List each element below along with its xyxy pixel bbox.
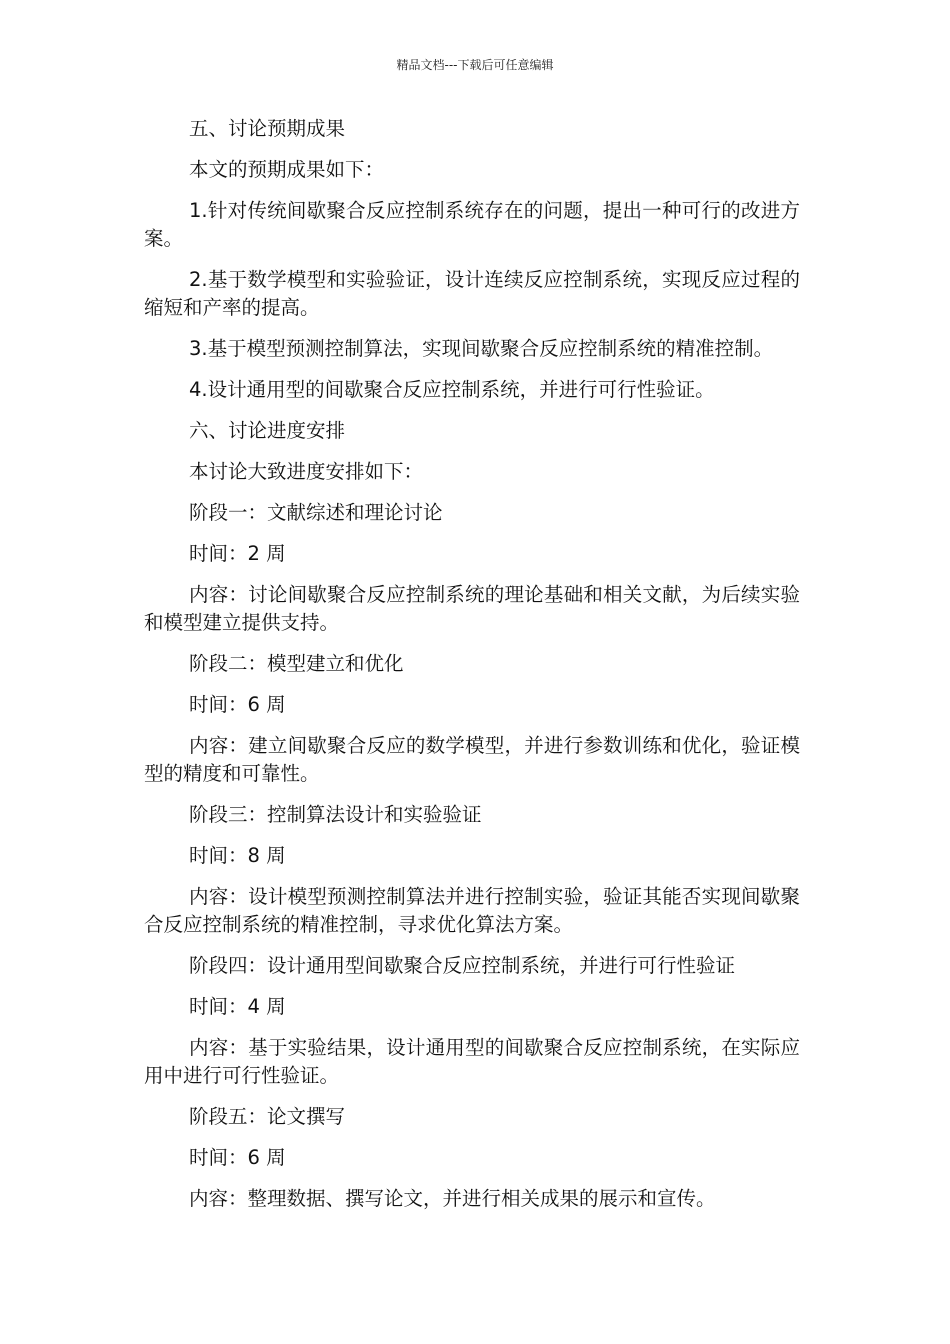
stage-3-content: 内容：设计模型预测控制算法并进行控制实验，验证其能否实现间歇聚合反应控制系统的精准控制，寻求优化算法方案。 [144, 885, 800, 936]
stage-5-content: 内容：整理数据、撰写论文，并进行相关成果的展示和宣传。 [189, 1187, 716, 1210]
stage-2-title: 阶段二：模型建立和优化 [189, 652, 404, 675]
stage-5-title: 阶段五：论文撰写 [189, 1105, 346, 1128]
section-heading-expected-results: 五、讨论预期成果 [189, 117, 346, 140]
section-heading-schedule: 六、讨论进度安排 [189, 419, 346, 442]
stage-5-time: 时间：6 周 [189, 1146, 286, 1169]
stage-4-content: 内容：基于实验结果，设计通用型的间歇聚合反应控制系统，在实际应用中进行可行性验证。 [144, 1036, 800, 1087]
stage-1-title: 阶段一：文献综述和理论讨论 [189, 501, 443, 524]
stage-3-time: 时间：8 周 [189, 844, 286, 867]
stage-4-title: 阶段四：设计通用型间歇聚合反应控制系统，并进行可行性验证 [189, 954, 736, 977]
document-body [144, 115, 800, 1226]
stage-4-time: 时间：4 周 [189, 995, 286, 1018]
result-item-4: 4.设计通用型的间歇聚合反应控制系统，并进行可行性验证。 [189, 378, 715, 401]
stage-1-time: 时间：2 周 [189, 542, 286, 565]
page-header: 精品文档---下载后可任意编辑 [396, 58, 554, 72]
stage-2-content: 内容：建立间歇聚合反应的数学模型，并进行参数训练和优化，验证模型的精度和可靠性。 [144, 734, 800, 785]
paragraph-schedule-intro: 本讨论大致进度安排如下： [189, 460, 424, 483]
paragraph-results-intro: 本文的预期成果如下： [189, 158, 385, 181]
result-item-2: 2.基于数学模型和实验验证，设计连续反应控制系统，实现反应过程的缩短和产率的提高。 [144, 268, 800, 319]
result-item-3: 3.基于模型预测控制算法，实现间歇聚合反应控制系统的精准控制。 [189, 337, 774, 360]
stage-3-title: 阶段三：控制算法设计和实验验证 [189, 803, 482, 826]
stage-1-content: 内容：讨论间歇聚合反应控制系统的理论基础和相关文献，为后续实验和模型建立提供支持。 [144, 583, 800, 634]
result-item-1: 1.针对传统间歇聚合反应控制系统存在的问题，提出一种可行的改进方案。 [144, 199, 800, 250]
stage-2-time: 时间：6 周 [189, 693, 286, 716]
